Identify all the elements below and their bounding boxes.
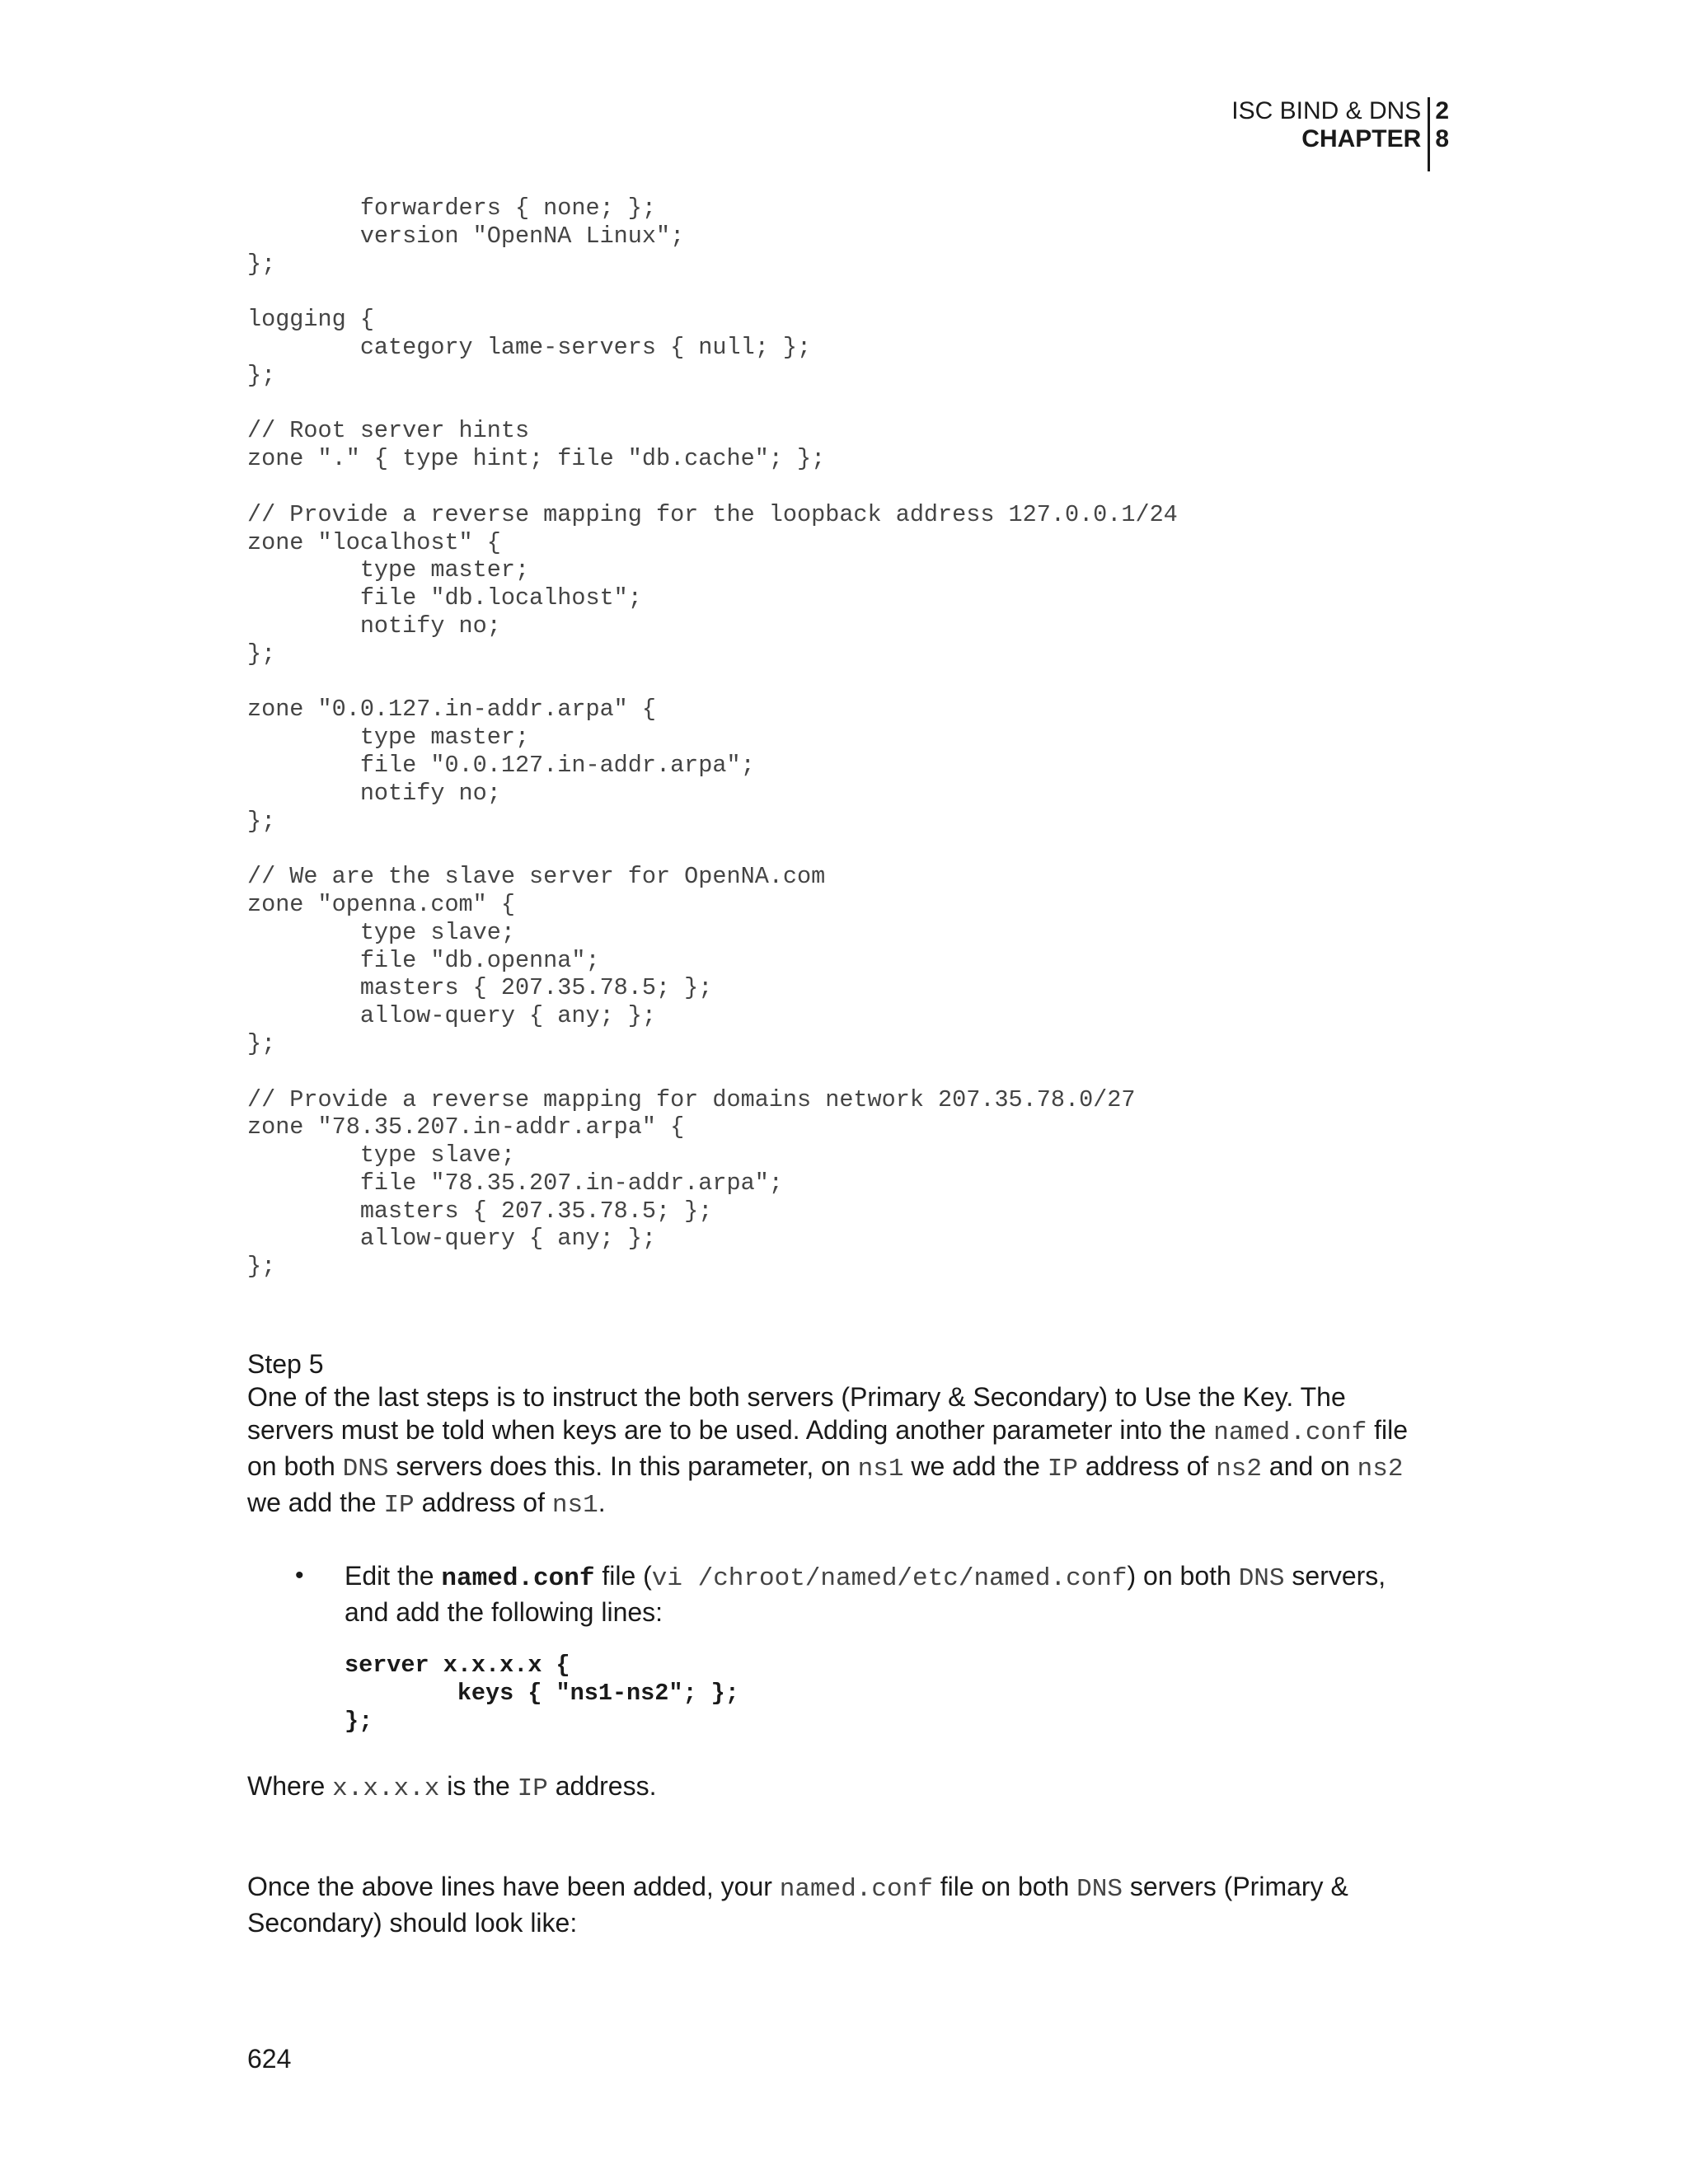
code-line: zone "78.35.207.in-addr.arpa" { (247, 1113, 685, 1141)
where-paragraph (247, 1769, 1434, 1806)
code-line: type slave; (247, 918, 515, 946)
text-run: we add the (903, 1451, 1048, 1481)
code-line: // Provide a reverse mapping for domains network 207.35.78.0/27 (247, 1085, 1136, 1113)
inline-code: vi /chroot/named/etc/named.conf (651, 1564, 1128, 1593)
bullet-text (345, 1559, 1434, 1629)
code-line: version "OpenNA Linux"; (247, 222, 685, 250)
code-line: masters { 207.35.78.5; }; (247, 1197, 713, 1225)
snippet-line: keys { "ns1-ns2"; }; (345, 1679, 739, 1707)
running-header (1231, 97, 1449, 171)
text-run: One of the last steps is to instruct the both servers (Primary & Secondary) to Use the Key. The servers must be told when keys are to be used. Adding another parameter into the (247, 1382, 1346, 1445)
code-line: }; (247, 1253, 276, 1281)
text-run: and on (1262, 1451, 1357, 1481)
bullet-item (247, 1559, 1434, 1735)
step-paragraph (247, 1380, 1434, 1522)
header-chapter-label: CHAPTER (1301, 125, 1422, 152)
header-chapter-number (1428, 97, 1449, 171)
inline-code: IP (517, 1774, 548, 1804)
code-line: type slave; (247, 1141, 515, 1169)
code-line: // Provide a reverse mapping for the loopback address 127.0.0.1/24 (247, 500, 1178, 528)
inline-code: ns1 (551, 1491, 598, 1520)
code-line: }; (247, 1029, 276, 1057)
step-section (247, 1347, 1434, 1939)
code-line: zone "." { type hint; file "db.cache"; }; (247, 445, 826, 473)
text-run: is the (439, 1771, 518, 1802)
text-run: Edit the (345, 1561, 442, 1591)
text-run: address of (414, 1488, 552, 1517)
text-run: address of (1078, 1451, 1217, 1481)
inline-code: ns1 (857, 1455, 904, 1483)
text-run: servers does this. In this parameter, on (388, 1451, 858, 1481)
code-line: forwarders { none; }; (247, 194, 656, 222)
inline-code: ns2 (1216, 1455, 1263, 1483)
code-line: }; (247, 250, 276, 278)
inline-code: IP (1047, 1455, 1078, 1483)
named-conf-code-listing (247, 194, 1178, 1281)
step-title: Step 5 (247, 1349, 324, 1379)
code-line: masters { 207.35.78.5; }; (247, 974, 713, 1002)
text-run: Where (247, 1771, 333, 1802)
server-keys-snippet (345, 1652, 1434, 1735)
bullet-dot-icon: • (295, 1562, 304, 1589)
inline-code: DNS (1076, 1875, 1123, 1905)
code-line: zone "0.0.127.in-addr.arpa" { (247, 696, 656, 724)
code-line: file "0.0.127.in-addr.arpa"; (247, 751, 755, 779)
code-line: file "db.openna"; (247, 946, 600, 974)
text-run: we add the (247, 1488, 384, 1517)
closing-paragraph (247, 1870, 1434, 1939)
text-run: address. (547, 1771, 657, 1802)
text-run: file on both (247, 1415, 1409, 1481)
code-line: type master; (247, 724, 530, 752)
code-line: zone "localhost" { (247, 528, 501, 556)
text-run: servers, and add the following lines: (345, 1561, 1386, 1627)
code-line: allow-query { any; }; (247, 1225, 656, 1253)
header-title: ISC BIND & DNS (1231, 97, 1422, 124)
text-run: ) on both (1127, 1561, 1239, 1591)
text-run: Once the above lines have been added, your (247, 1872, 780, 1902)
inline-code: ns2 (1357, 1455, 1404, 1483)
inline-code: IP (383, 1491, 415, 1520)
code-line: // Root server hints (247, 417, 530, 445)
code-line: allow-query { any; }; (247, 1002, 656, 1030)
code-line: type master; (247, 556, 530, 584)
inline-code: DNS (1238, 1564, 1285, 1593)
text-run: file ( (594, 1561, 652, 1591)
code-line: file "78.35.207.in-addr.arpa"; (247, 1169, 783, 1197)
code-line: notify no; (247, 612, 501, 640)
code-line: // We are the slave server for OpenNA.com (247, 863, 826, 891)
header-number-top: 2 (1435, 97, 1449, 124)
text-run: . (598, 1488, 606, 1517)
inline-code: DNS (342, 1455, 389, 1483)
code-line: category lame-servers { null; }; (247, 333, 812, 361)
header-labels (1231, 97, 1428, 171)
code-line: }; (247, 640, 276, 668)
code-line: }; (247, 361, 276, 389)
inline-code: named.conf (1213, 1418, 1367, 1447)
text-run: servers (Primary & Secondary) should look like: (247, 1872, 1348, 1938)
inline-code-bold: named.conf (441, 1564, 595, 1593)
code-line: }; (247, 807, 276, 835)
header-number-bottom: 8 (1435, 125, 1449, 152)
page-number: 624 (247, 2044, 292, 2074)
code-line: file "db.localhost"; (247, 584, 642, 612)
inline-code: x.x.x.x (332, 1774, 440, 1804)
code-line: notify no; (247, 779, 501, 807)
code-line: logging { (247, 306, 374, 334)
text-run: file on both (932, 1872, 1077, 1902)
inline-code: named.conf (779, 1875, 933, 1905)
snippet-line: server x.x.x.x { (345, 1652, 570, 1679)
bullet-body (345, 1559, 1434, 1735)
code-line: zone "openna.com" { (247, 890, 515, 918)
snippet-line: }; (345, 1707, 373, 1735)
